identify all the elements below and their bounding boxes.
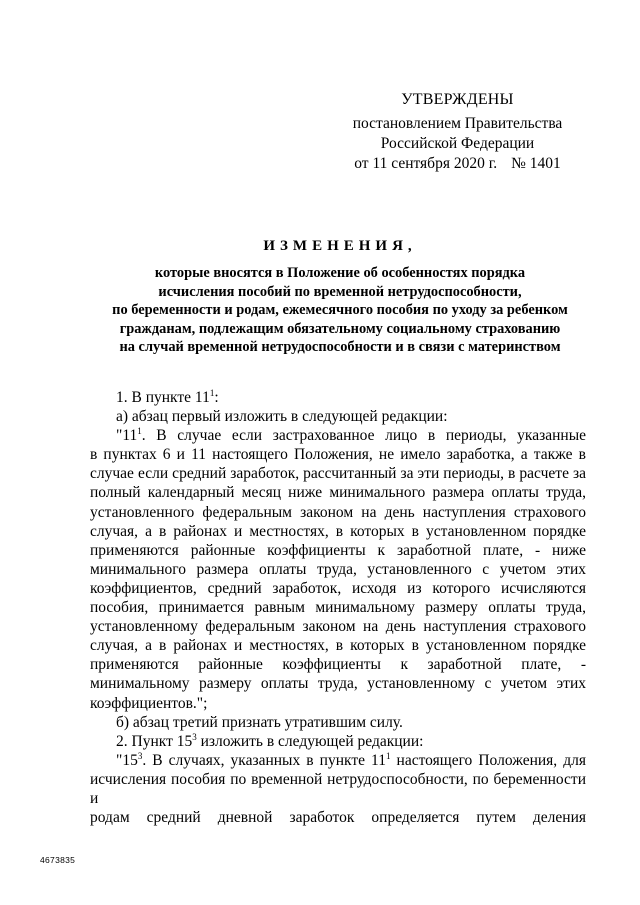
approval-stamp [340,90,575,174]
quote-line: в пунктах 6 и 11 настоящего Положения, не имело заработка, а также в [90,446,586,464]
quote-line: применяются районные коэффициенты к заработной плате, - [90,656,586,674]
text: 2. Пункт 15 [116,732,193,750]
decree-number: 1401 [529,155,561,172]
superscript: 1 [209,388,215,398]
quote-line [90,426,586,445]
document-heading [70,238,610,357]
approval-line-2: Российской Федерации [380,135,535,152]
quote-line: минимальному размеру оплаты труда, установленному с учетом этих [90,675,586,693]
paragraph-b: б) абзац третий признать утратившим силу. [116,713,403,731]
quote-line: полный календарный месяц ниже минимального размера оплаты труда, [90,484,586,502]
quote-2-line [90,751,586,770]
subtitle-line: исчисления пособий по временной нетрудоспособности, [158,283,522,300]
paragraph-1 [90,388,586,407]
quote-line: случае если средний заработок, рассчитанный за эти периоды, в расчете за [90,465,586,483]
superscript: 3 [137,750,143,761]
subtitle-line: гражданам, подлежащим обязательному социальному страхованию [119,320,561,337]
approval-date-line [340,154,575,174]
quote-line: применяются районные коэффициенты к заработной плате, - ниже [90,541,586,559]
text: 1. В пункте 11 [116,389,210,406]
quote-line: установленному федеральным законом на день наступления страхового [90,618,586,636]
text: изложить в следующей редакции: [196,732,424,750]
superscript: 1 [385,750,391,761]
text: . В случаях, указанных в пункте 11 [142,751,386,769]
approval-line-1: постановлением Правительства [352,115,563,132]
document-id: 4673835 [40,855,76,865]
text: настоящего Положения, для [390,751,586,769]
paragraph-a: а) абзац первый изложить в следующей редакции: [116,408,448,426]
text: "11 [116,427,138,445]
quote-line: пособия, принимается равным минимальному размеру оплаты труда, [90,599,586,617]
approval-title: УТВЕРЖДЕНЫ [401,91,514,108]
text: : [214,389,219,406]
quote-2-line: родам средний дневной заработок определяется путем деления [90,809,586,827]
text: "15 [116,751,138,769]
quote-line: минимального размера оплаты труда, установленного с учетом этих [90,560,586,578]
subtitle-line: на случай временной нетрудоспособности и в связи с материнством [119,339,561,355]
approval-date: от 11 сентября 2020 г. [354,155,498,172]
number-sign: № [511,155,526,172]
paragraph-2 [90,732,586,751]
document-body [90,388,586,827]
superscript: 1 [137,426,142,437]
subtitle-line: по беременности и родам, ежемесячного пособия по уходу за ребенком [112,302,568,318]
text: . В случае если застрахованное лицо в периоды, указанные [141,427,586,445]
superscript: 3 [192,731,197,742]
subtitle-line: которые вносятся в Положение об особенностях порядка [154,265,526,281]
heading-subtitle [70,264,610,357]
quote-line: установленного федеральным законом на день наступления страхового [90,503,586,521]
quote-2-line: исчисления пособия по временной нетрудоспособности, по беременности и [90,770,586,807]
heading-title: ИЗМЕНЕНИЯ, [263,238,417,254]
quote-line: коэффициентов, средний заработок, исходя из которого исчисляются [90,579,586,597]
quote-line: коэффициентов."; [90,694,208,712]
quote-line: случая, а в районах и местностях, в которых в установленном порядке [90,637,586,655]
quote-line: случая, а в районах и местностях, в которых в установленном порядке [90,522,586,540]
